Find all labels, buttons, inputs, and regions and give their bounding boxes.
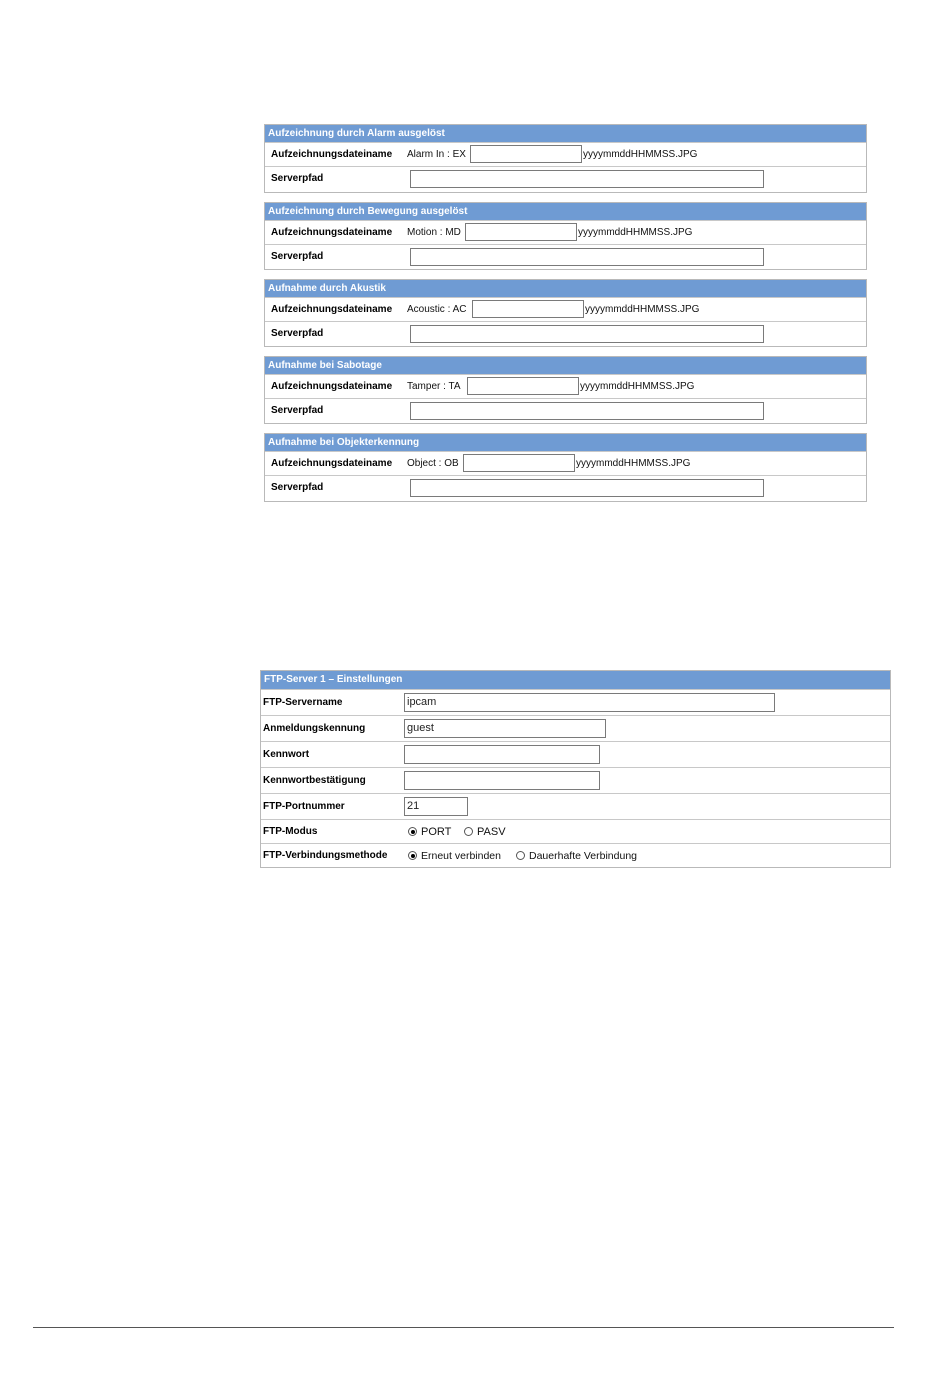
port-label: FTP-Portnummer — [263, 801, 345, 812]
path-row — [265, 321, 866, 346]
password-label: Kennwort — [263, 749, 310, 760]
filename-row — [265, 451, 866, 475]
password-confirm-row — [261, 767, 890, 793]
password-confirm-label: Kennwortbestätigung — [263, 775, 366, 786]
filename-row — [265, 142, 866, 166]
panel-title: FTP-Server 1 – Einstellungen — [261, 671, 890, 689]
object-filename-input[interactable] — [463, 454, 575, 472]
path-row — [265, 398, 866, 423]
object-path-input[interactable] — [410, 479, 764, 497]
path-row — [265, 244, 866, 269]
mode-port-radio[interactable] — [408, 827, 417, 836]
acoustic-filename-input[interactable] — [472, 300, 584, 318]
filename-label: Aufzeichnungsdateiname — [271, 304, 393, 315]
panel-title: Aufnahme bei Sabotage — [265, 357, 866, 374]
login-label: Anmeldungskennung — [263, 723, 366, 734]
path-label: Serverpfad — [271, 482, 324, 493]
motion-recording-panel — [264, 202, 867, 270]
object-recording-panel — [264, 433, 867, 502]
ftp-settings-panel — [260, 670, 891, 868]
tamper-path-input[interactable] — [410, 402, 764, 420]
login-row — [261, 715, 890, 741]
connection-permanent-radio[interactable] — [516, 851, 525, 860]
tamper-filename-input[interactable] — [467, 377, 579, 395]
server-name-row — [261, 689, 890, 715]
mode-pasv-label[interactable]: PASV — [477, 826, 506, 838]
filename-suffix: yyyymmddHHMMSS.JPG — [578, 227, 693, 238]
login-input[interactable]: guest — [404, 719, 606, 738]
path-label: Serverpfad — [271, 173, 324, 184]
panel-title: Aufnahme durch Akustik — [265, 280, 866, 297]
alarm-path-input[interactable] — [410, 170, 764, 188]
filename-suffix: yyyymmddHHMMSS.JPG — [583, 149, 698, 160]
path-label: Serverpfad — [271, 405, 324, 416]
filename-prefix: Alarm In : EX — [407, 149, 466, 160]
alarm-filename-input[interactable] — [470, 145, 582, 163]
filename-prefix: Acoustic : AC — [407, 304, 467, 315]
filename-row — [265, 297, 866, 321]
port-input[interactable]: 21 — [404, 797, 468, 816]
path-row — [265, 166, 866, 191]
password-input[interactable] — [404, 745, 600, 764]
panel-title: Aufnahme bei Objekterkennung — [265, 434, 866, 451]
server-name-input[interactable]: ipcam — [404, 693, 775, 712]
connection-label: FTP-Verbindungsmethode — [263, 850, 388, 861]
filename-suffix: yyyymmddHHMMSS.JPG — [580, 381, 695, 392]
connection-permanent-label[interactable]: Dauerhafte Verbindung — [529, 850, 637, 862]
server-name-label: FTP-Servername — [263, 697, 343, 708]
motion-filename-input[interactable] — [465, 223, 577, 241]
connection-reconnect-label[interactable]: Erneut verbinden — [421, 850, 501, 862]
panel-title: Aufzeichnung durch Alarm ausgelöst — [265, 125, 866, 142]
filename-row — [265, 374, 866, 398]
filename-row — [265, 220, 866, 244]
port-row — [261, 793, 890, 819]
acoustic-recording-panel — [264, 279, 867, 347]
path-label: Serverpfad — [271, 251, 324, 262]
mode-label: FTP-Modus — [263, 826, 318, 837]
filename-label: Aufzeichnungsdateiname — [271, 458, 393, 469]
connection-reconnect-radio[interactable] — [408, 851, 417, 860]
filename-suffix: yyyymmddHHMMSS.JPG — [585, 304, 700, 315]
motion-path-input[interactable] — [410, 248, 764, 266]
password-confirm-input[interactable] — [404, 771, 600, 790]
alarm-recording-panel — [264, 124, 867, 193]
tamper-recording-panel — [264, 356, 867, 424]
filename-prefix: Motion : MD — [407, 227, 461, 238]
mode-port-label[interactable]: PORT — [421, 826, 452, 838]
mode-row — [261, 819, 890, 843]
footer-divider — [33, 1327, 894, 1328]
password-row — [261, 741, 890, 767]
filename-suffix: yyyymmddHHMMSS.JPG — [576, 458, 691, 469]
connection-row — [261, 843, 890, 867]
filename-label: Aufzeichnungsdateiname — [271, 381, 393, 392]
filename-prefix: Object : OB — [407, 458, 459, 469]
path-label: Serverpfad — [271, 328, 324, 339]
filename-label: Aufzeichnungsdateiname — [271, 227, 393, 238]
mode-pasv-radio[interactable] — [464, 827, 473, 836]
filename-label: Aufzeichnungsdateiname — [271, 149, 393, 160]
panel-title: Aufzeichnung durch Bewegung ausgelöst — [265, 203, 866, 220]
filename-prefix: Tamper : TA — [407, 381, 461, 392]
acoustic-path-input[interactable] — [410, 325, 764, 343]
path-row — [265, 475, 866, 500]
